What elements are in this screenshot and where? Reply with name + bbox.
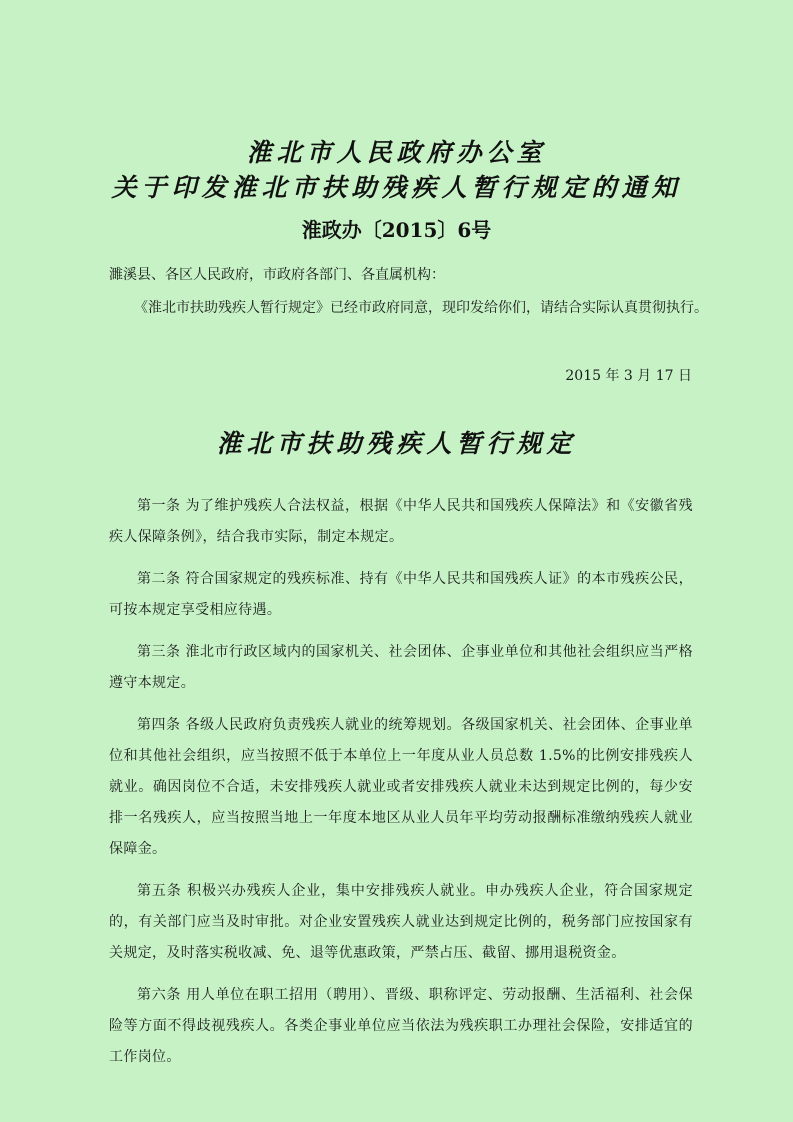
article-number: 第四条 — [137, 717, 181, 733]
article-text: 用人单位在职工招用（聘用）、晋级、职称评定、劳动报酬、生活福利、社会保险等方面不得歧视残疾人。各类企事业单位应当依法为残疾职工办理社会保险，安排适宜的工作岗位。 — [109, 987, 693, 1065]
article-text: 积极兴办残疾人企业，集中安排残疾人就业。申办残疾人企业，符合国家规定的，有关部门应当及时审批。对企业安置残疾人就业达到规定比例的，税务部门应按国家有关规定，及时落实税收减、免、退等优惠政策，严禁占压、截留、挪用退税资金。 — [109, 883, 693, 961]
article — [109, 637, 693, 699]
article-number: 第五条 — [137, 883, 182, 899]
article — [109, 710, 693, 865]
article-number: 第六条 — [137, 987, 182, 1003]
article — [109, 876, 693, 969]
notice-body: 《淮北市扶助残疾人暂行规定》已经市政府同意，现印发给你们，请结合实际认真贯彻执行。 — [134, 300, 708, 316]
article-text: 符合国家规定的残疾标准、持有《中华人民共和国残疾人证》的本市残疾公民，可按本规定享受相应待遇。 — [109, 571, 693, 618]
addressee: 濉溪县、各区人民政府，市政府各部门、各直属机构： — [109, 267, 445, 283]
article — [109, 564, 693, 626]
article-text: 为了维护残疾人合法权益，根据《中华人民共和国残疾人保障法》和《安徽省残疾人保障条例》，结合我市实际，制定本规定。 — [109, 498, 693, 545]
issue-date: 2015 年 3 月 17 日 — [565, 368, 692, 384]
article-number: 第一条 — [137, 498, 181, 514]
article-text: 各级人民政府负责残疾人就业的统筹规划。各级国家机关、社会团体、企事业单位和其他社会组织，应当按照不低于本单位上一年度从业人员总数 1.5%的比例安排残疾人就业。确因岗位不合适，未安排残疾人就业或者安排残疾人就业未达到规定比例的，每少安排一名残疾人，应当按照当地上一年度本地区从业人员年平均劳动报酬标准缴纳残疾人就业保障金。 — [109, 717, 693, 857]
notice-title-line2: 关于印发淮北市扶助残疾人暂行规定的通知 — [111, 173, 682, 202]
article-number: 第二条 — [137, 571, 181, 587]
regulation-title: 淮北市扶助残疾人暂行规定 — [216, 429, 577, 458]
article — [109, 980, 693, 1073]
article-text: 淮北市行政区域内的国家机关、社会团体、企事业单位和其他社会组织应当严格遵守本规定。 — [109, 644, 693, 691]
articles — [109, 491, 693, 1084]
document-number: 淮政办〔2015〕6号 — [301, 218, 492, 242]
article-number: 第三条 — [137, 644, 181, 660]
article — [109, 491, 693, 553]
notice-title-line1: 淮北市人民政府办公室 — [246, 138, 547, 167]
